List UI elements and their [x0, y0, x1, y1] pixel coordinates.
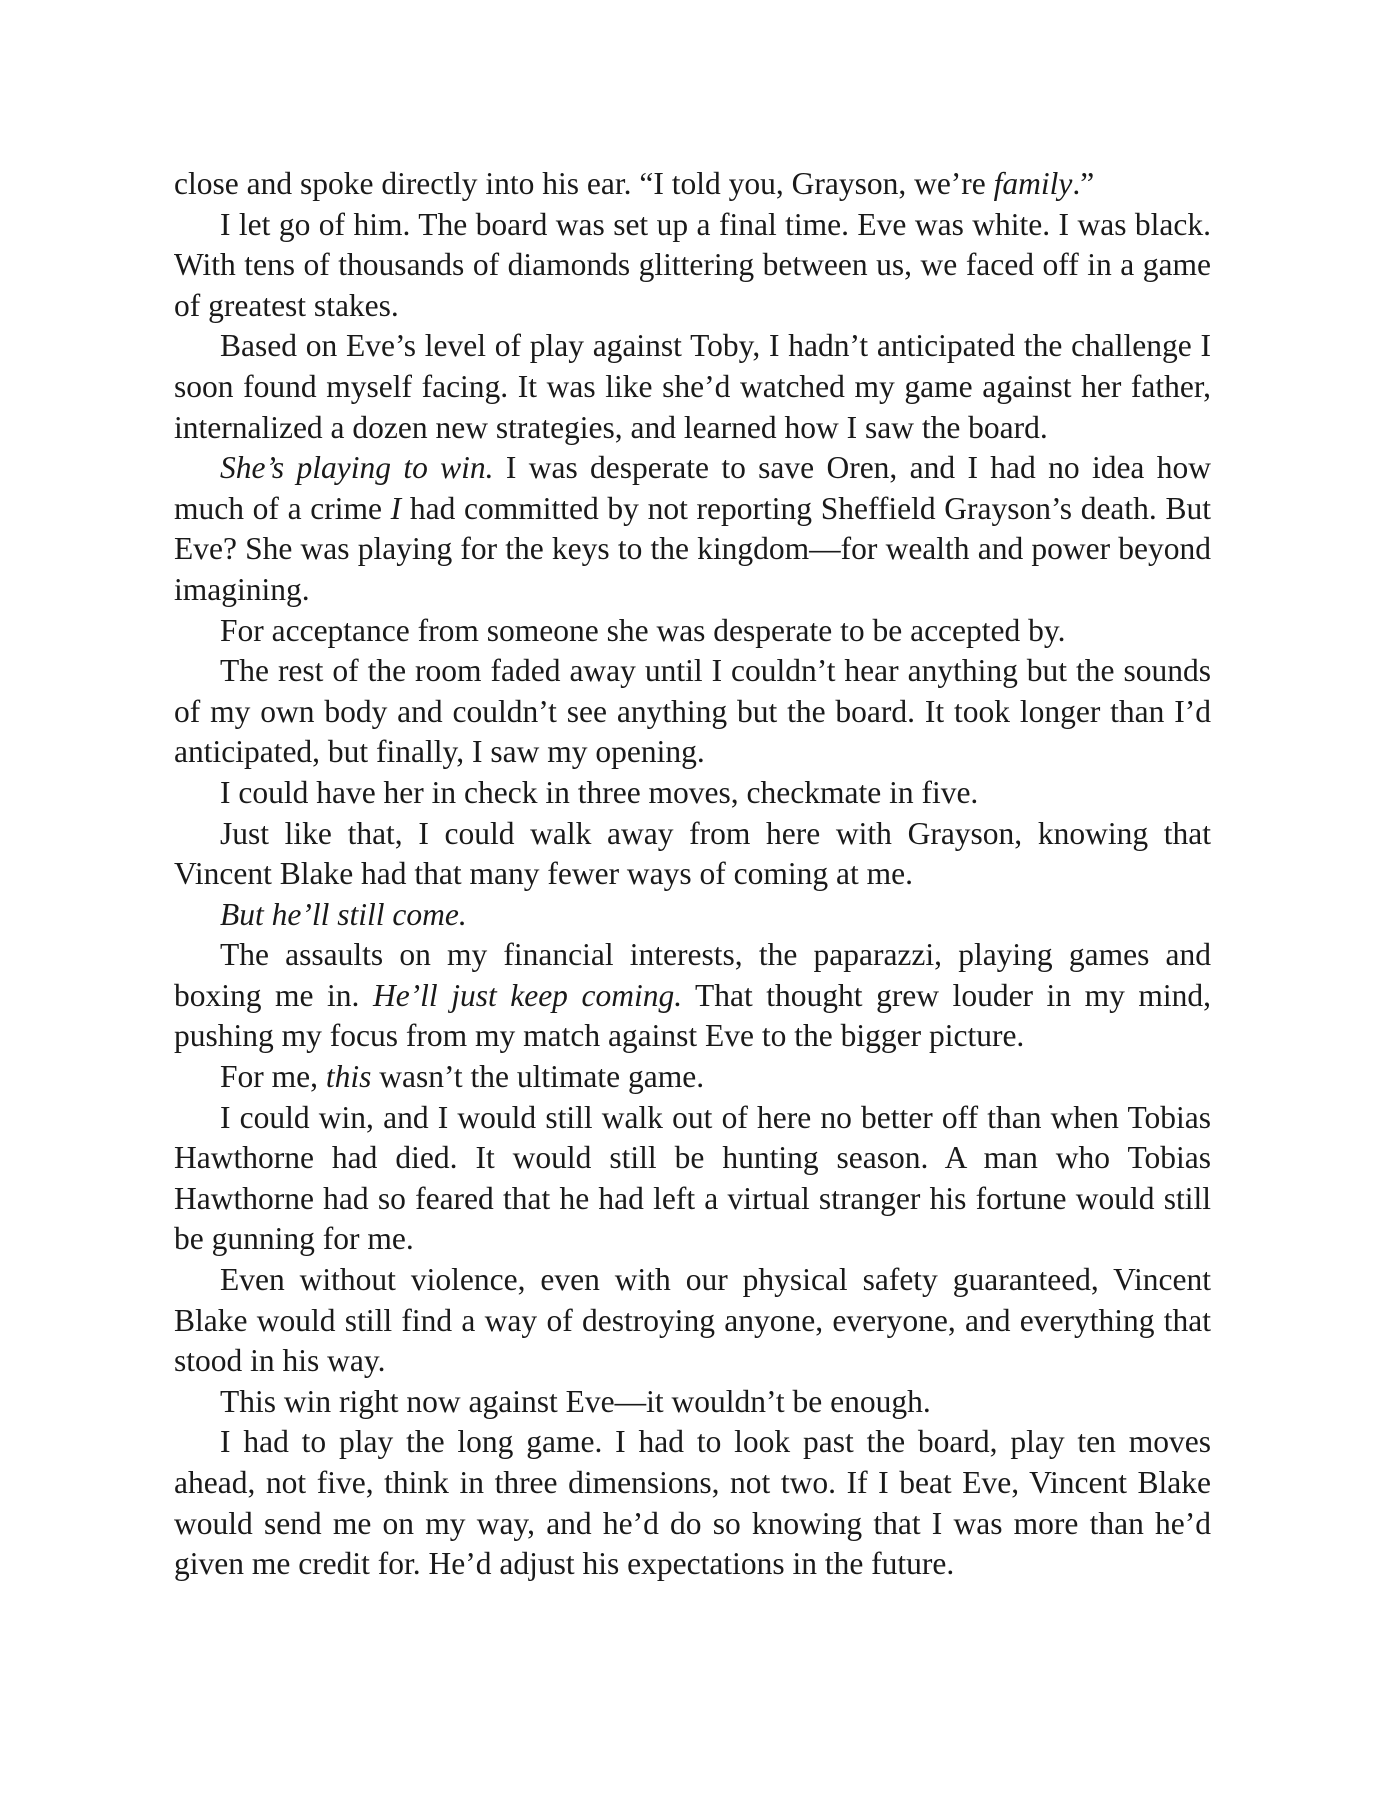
text-run: That thought grew louder in my mind, pushing my focus from my match against Eve to the bigger picture. [174, 977, 1211, 1054]
text-run: This win right now against Eve—it wouldn’t be enough. [220, 1383, 931, 1419]
italic-text-run: He’ll just keep coming. [372, 977, 683, 1013]
text-run: I could win, and I would still walk out of here no better off than when Tobias Hawthorne had died. It would still be hunting season. A man who Tobias Hawthorne had so feared that he had left a virtual stranger his fortune would still be gunning for me. [174, 1099, 1211, 1257]
text-run: For acceptance from someone she was desperate to be accepted by. [220, 612, 1066, 648]
text-run: Based on Eve’s level of play against Toby, I hadn’t anticipated the challenge I soon found myself facing. It was like she’d watched my game against her father, internalized a dozen new strategies, and learned how I saw the board. [174, 328, 1211, 445]
italic-text-run: this [325, 1059, 372, 1095]
text-run: I let go of him. The board was set up a final time. Eve was white. I was black. With tens of thousands of diamonds glittering between us, we faced off in a game of greatest stakes. [174, 206, 1211, 323]
text-run: wasn’t the ultimate game. [371, 1059, 705, 1095]
paragraph [174, 773, 1211, 814]
text-run: I had to play the long game. I had to look past the board, play ten moves ahead, not five, think in three dimensions, not two. If I beat Eve, Vincent Blake would send me on my way, and he’d do so knowing that I was more than he’d given me credit for. He’d adjust his expectations in the future. [174, 1424, 1211, 1582]
italic-text-run: family [993, 166, 1073, 201]
italic-text-run: She’s playing to win. [220, 450, 494, 486]
text-run: I was desperate to save Oren, and I had no idea how much of a crime [174, 450, 1211, 526]
paragraph [174, 611, 1211, 652]
paragraph [174, 164, 1211, 205]
text-run: The assaults on my financial interests, the paparazzi, playing games and boxing me in. [174, 937, 1211, 1013]
paragraph [174, 935, 1211, 1057]
text-run: had committed by not reporting Sheffield Grayson’s death. But Eve? She was playing for the keys to the kingdom—for wealth and power beyond imagining. [174, 490, 1211, 607]
paragraph [174, 1382, 1211, 1423]
text-run: I could have her in check in three moves, checkmate in five. [220, 774, 979, 810]
paragraph [174, 326, 1211, 448]
paragraph [174, 814, 1211, 895]
paragraph [174, 205, 1211, 327]
paragraph [174, 1422, 1211, 1584]
italic-text-run: But he’ll still come. [220, 896, 467, 932]
paragraph [174, 1057, 1211, 1098]
text-run: Even without violence, even with our physical safety guaranteed, Vincent Blake would still find a way of destroying anyone, everyone, and everything that stood in his way. [174, 1262, 1211, 1379]
text-run: For me, [220, 1059, 326, 1095]
paragraph [174, 1098, 1211, 1260]
paragraph [174, 448, 1211, 610]
text-run: Just like that, I could walk away from here with Grayson, knowing that Vincent Blake had that many fewer ways of coming at me. [174, 815, 1211, 892]
paragraph [174, 1260, 1211, 1382]
italic-text-run: I [390, 490, 402, 526]
text-run: The rest of the room faded away until I couldn’t hear anything but the sounds of my own body and couldn’t see anything but the board. It took longer than I’d anticipated, but finally, I saw my opening. [174, 653, 1211, 770]
text-run: close and spoke directly into his ear. “I told you, Grayson, we’re [174, 166, 994, 201]
paragraph [174, 895, 1211, 936]
text-run: .” [1072, 166, 1095, 201]
paragraph [174, 651, 1211, 773]
book-page [174, 164, 1211, 1585]
